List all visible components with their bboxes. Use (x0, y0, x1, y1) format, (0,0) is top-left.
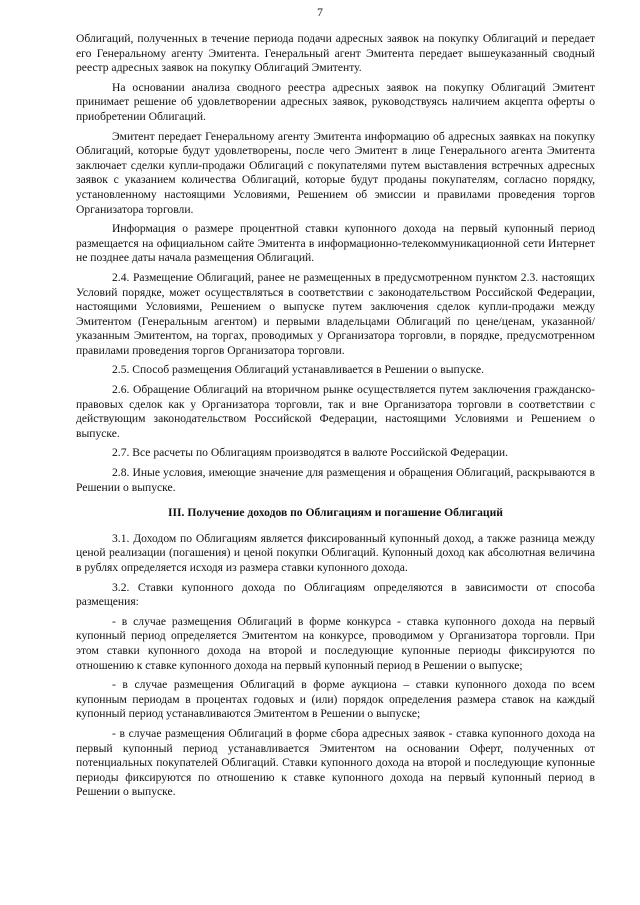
paragraph-continuation: Облигаций, полученных в течение периода подачи адресных заявок на покупку Облигаций и передает его Генеральному агенту Эмитента. Генеральный агент Эмитента передает вышеуказанный сводный реестр адресных заявок на покупку Облигаций Эмитенту. (76, 32, 595, 75)
document-body (76, 32, 595, 805)
paragraph-rate-info: Информация о размере процентной ставки купонного дохода на первый купонный период размещается на официальном сайте Эмитента в информационно-телекоммуникационной сети Интернет не позднее даты начала размещения Облигаций. (76, 222, 595, 265)
paragraph-agent-transfer: Эмитент передает Генеральному агенту Эмитента информацию об адресных заявках на покупку Облигаций, которые будут удовлетворены, после чего Эмитент в лице Генерального агента Эмитента заключает сделки купли-продажи Облигаций с покупателями путем выставления встречных адресных заявок с указанием количества Облигаций, которые будут проданы покупателям, согласно порядку, установленному настоящими Условиями, Решением об эмиссии и правилами проведения торгов Организатора торговли. (76, 129, 595, 216)
list-item-bookbuilding: - в случае размещения Облигаций в форме сбора адресных заявок - ставка купонного дохода на первый купонный период устанавливается Эмитентом на основании Оферт, полученных от потенциальных покупателей Облигаций. Ставки купонного дохода на второй и последующие купонные периоды фиксируются по отношению к ставке купонного дохода на первый купонный период в Решении о выпуске. (76, 726, 595, 799)
paragraph-3-1: 3.1. Доходом по Облигациям является фиксированный купонный доход, а также разница между ценой реализации (погашения) и ценой покупки Облигаций. Купонный доход как абсолютная величина в рублях определяется исходя из размера ставки купонного дохода. (76, 531, 595, 574)
paragraph-2-6: 2.6. Обращение Облигаций на вторичном рынке осуществляется путем заключения гражданско-правовых сделок как у Организатора торговли, так и вне Организатора торговли в соответствии с действующим законодательством Российской Федерации, настоящими Условиями и Решением о выпуске. (76, 383, 595, 440)
page-number: 7 (317, 6, 323, 19)
paragraph-2-4: 2.4. Размещение Облигаций, ранее не размещенных в предусмотренном пунктом 2.3. настоящих Условий порядке, может осуществляться в соответствии с законодательством Российской Федерации, настоящими Условиями, Решением о выпуске путем заключения сделок купли-продажи между Эмитентом (Генеральным агентом) и первыми владельцами Облигаций по цене/ценам, указанной/указанным Эмитентом, на торгах, проводимых у Организатора торговли, в порядке, предусмотренном правилами проведения торгов Организатора торговли. (76, 270, 595, 357)
paragraph-2-7: 2.7. Все расчеты по Облигациям производятся в валюте Российской Федерации. (112, 446, 508, 460)
paragraph-2-5: 2.5. Способ размещения Облигаций устанавливается в Решении о выпуске. (112, 363, 485, 377)
paragraph-registry-analysis: На основании анализа сводного реестра адресных заявок на покупку Облигаций Эмитент принимает решение об удовлетворении адресных заявок, руководствуясь наличием акцепта оферты о приобретении Облигаций. (76, 80, 595, 123)
list-item-contest: - в случае размещения Облигаций в форме конкурса - ставка купонного дохода на первый купонный период определяется Эмитентом на конкурсе, проводимом у Организатора торговли. При этом ставки купонного дохода на второй и последующие купонные периоды фиксируются по отношению к ставке купонного дохода на первый купонный период в Решении о выпуске; (76, 614, 595, 672)
paragraph-3-2: 3.2. Ставки купонного дохода по Облигациям определяются в зависимости от способа размещения: (76, 580, 595, 609)
section-heading: III. Получение доходов по Облигациям и погашение Облигаций (168, 506, 503, 520)
paragraph-2-8: 2.8. Иные условия, имеющие значение для размещения и обращения Облигаций, раскрываются в Решении о выпуске. (76, 466, 595, 494)
list-item-auction: - в случае размещения Облигаций в форме аукциона – ставки купонного дохода по всем купонным периодам в процентах годовых и (или) порядок определения размера ставок на каждый купонный период устанавливаются Эмитентом в Решении о выпуске; (76, 678, 595, 721)
